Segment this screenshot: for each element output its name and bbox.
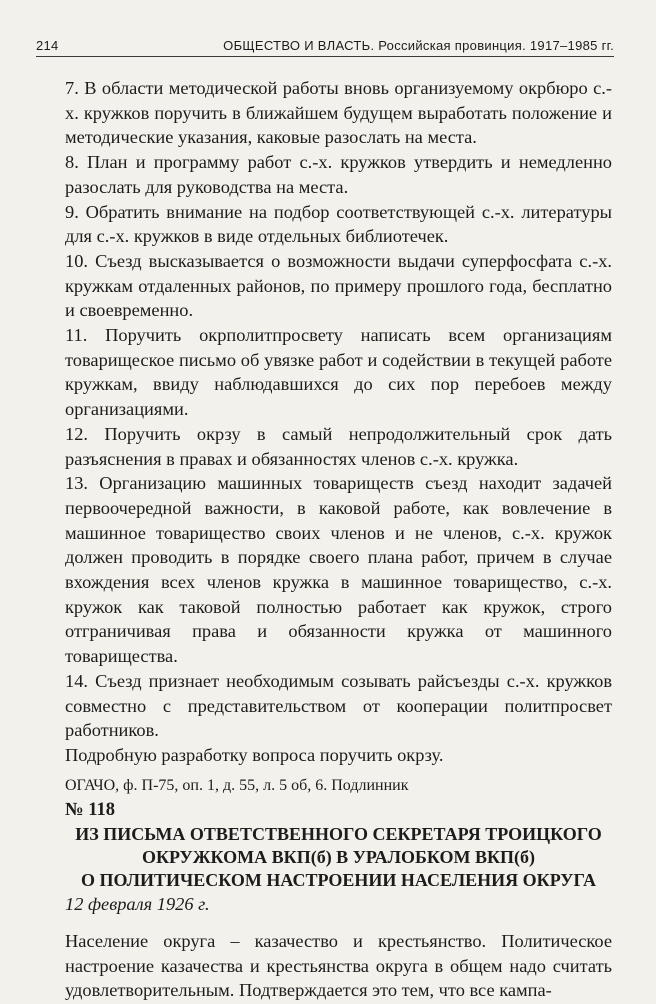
document-text: Население округа – казачество и крестьянство. Политическое настроение казачества и крестьянства округа в общем надо считать удовлетворительным. Подтверждается это тем, что все кампа- — [65, 930, 612, 1001]
page-body — [65, 76, 612, 1003]
running-title: ОБЩЕСТВО И ВЛАСТЬ. Российская провинция. 1917–1985 гг. — [223, 38, 614, 53]
document-title-line-2: ОКРУЖКОМА ВКП(б) В УРАЛОБКОМ ВКП(б) — [141, 847, 536, 868]
paragraph-12: 12. Поручить окрзу в самый непродолжительный срок дать разъяснения в правах и обязанностях членов с.-х. кружка. — [65, 423, 612, 469]
paragraph-10: 10. Съезд высказывается о возможности выдачи суперфосфата с.-х. кружкам отдаленных районов, по примеру прошлого года, бесплатно и своевременно. — [65, 250, 612, 321]
paragraph-7: 7. В области методической работы вновь организуемому окрбюро с.-х. кружков поручить в ближайшем будущем выработать положение и методические указания, каковые разослать на места. — [65, 78, 612, 148]
page-number: 214 — [36, 38, 59, 53]
paragraph-8: 8. План и программу работ с.-х. кружков утвердить и немедленно разослать для руководства на места. — [65, 152, 612, 197]
document-date: 12 февраля 1926 г. — [65, 894, 210, 915]
paragraph-9: 9. Обратить внимание на подбор соответствующей с.-х. литературы для с.-х. кружков в виде отдельных библиотечек. — [65, 201, 612, 247]
archive-source: ОГАЧО, ф. П-75, оп. 1, д. 55, л. 5 об, 6. Подлинник — [65, 776, 409, 794]
document-title-line-3: О ПОЛИТИЧЕСКОМ НАСТРОЕНИИ НАСЕЛЕНИЯ ОКРУГА — [81, 870, 596, 891]
document-number: № 118 — [65, 800, 115, 821]
paragraph-14: 14. Съезд признает необходимым созывать райсъезды с.-х. кружков совместно с представительством от кооперации политпросвет работников. — [65, 670, 612, 741]
document-title-line-1: ИЗ ПИСЬМА ОТВЕТСТВЕННОГО СЕКРЕТАРЯ ТРОИЦКОГО — [75, 824, 602, 845]
running-header — [36, 30, 614, 57]
paragraph-closing: Подробную разработку вопроса поручить окрзу. — [65, 744, 444, 765]
paragraph-11: 11. Поручить окрполитпросвету написать всем организациям товарищеское письмо об увязке работ и содействии в текущей работе кружкам, ввиду наблюдавшихся до сих пор перебоев между организациями. — [65, 325, 612, 420]
paragraph-13: 13. Организацию машинных товариществ съезд находит задачей первоочередной важности, в каковой работе, как вовлечение в машинное товарищество своих членов и не членов, с.-х. кружок должен проводить в порядке своего плана работ, причем в случае вхождения всех членов кружка в машинное товарищество, с.-х. кружок как таковой полностью работает как кружок, строго отграничивая права и обязанности кружка от машинного товарищества. — [65, 473, 612, 667]
